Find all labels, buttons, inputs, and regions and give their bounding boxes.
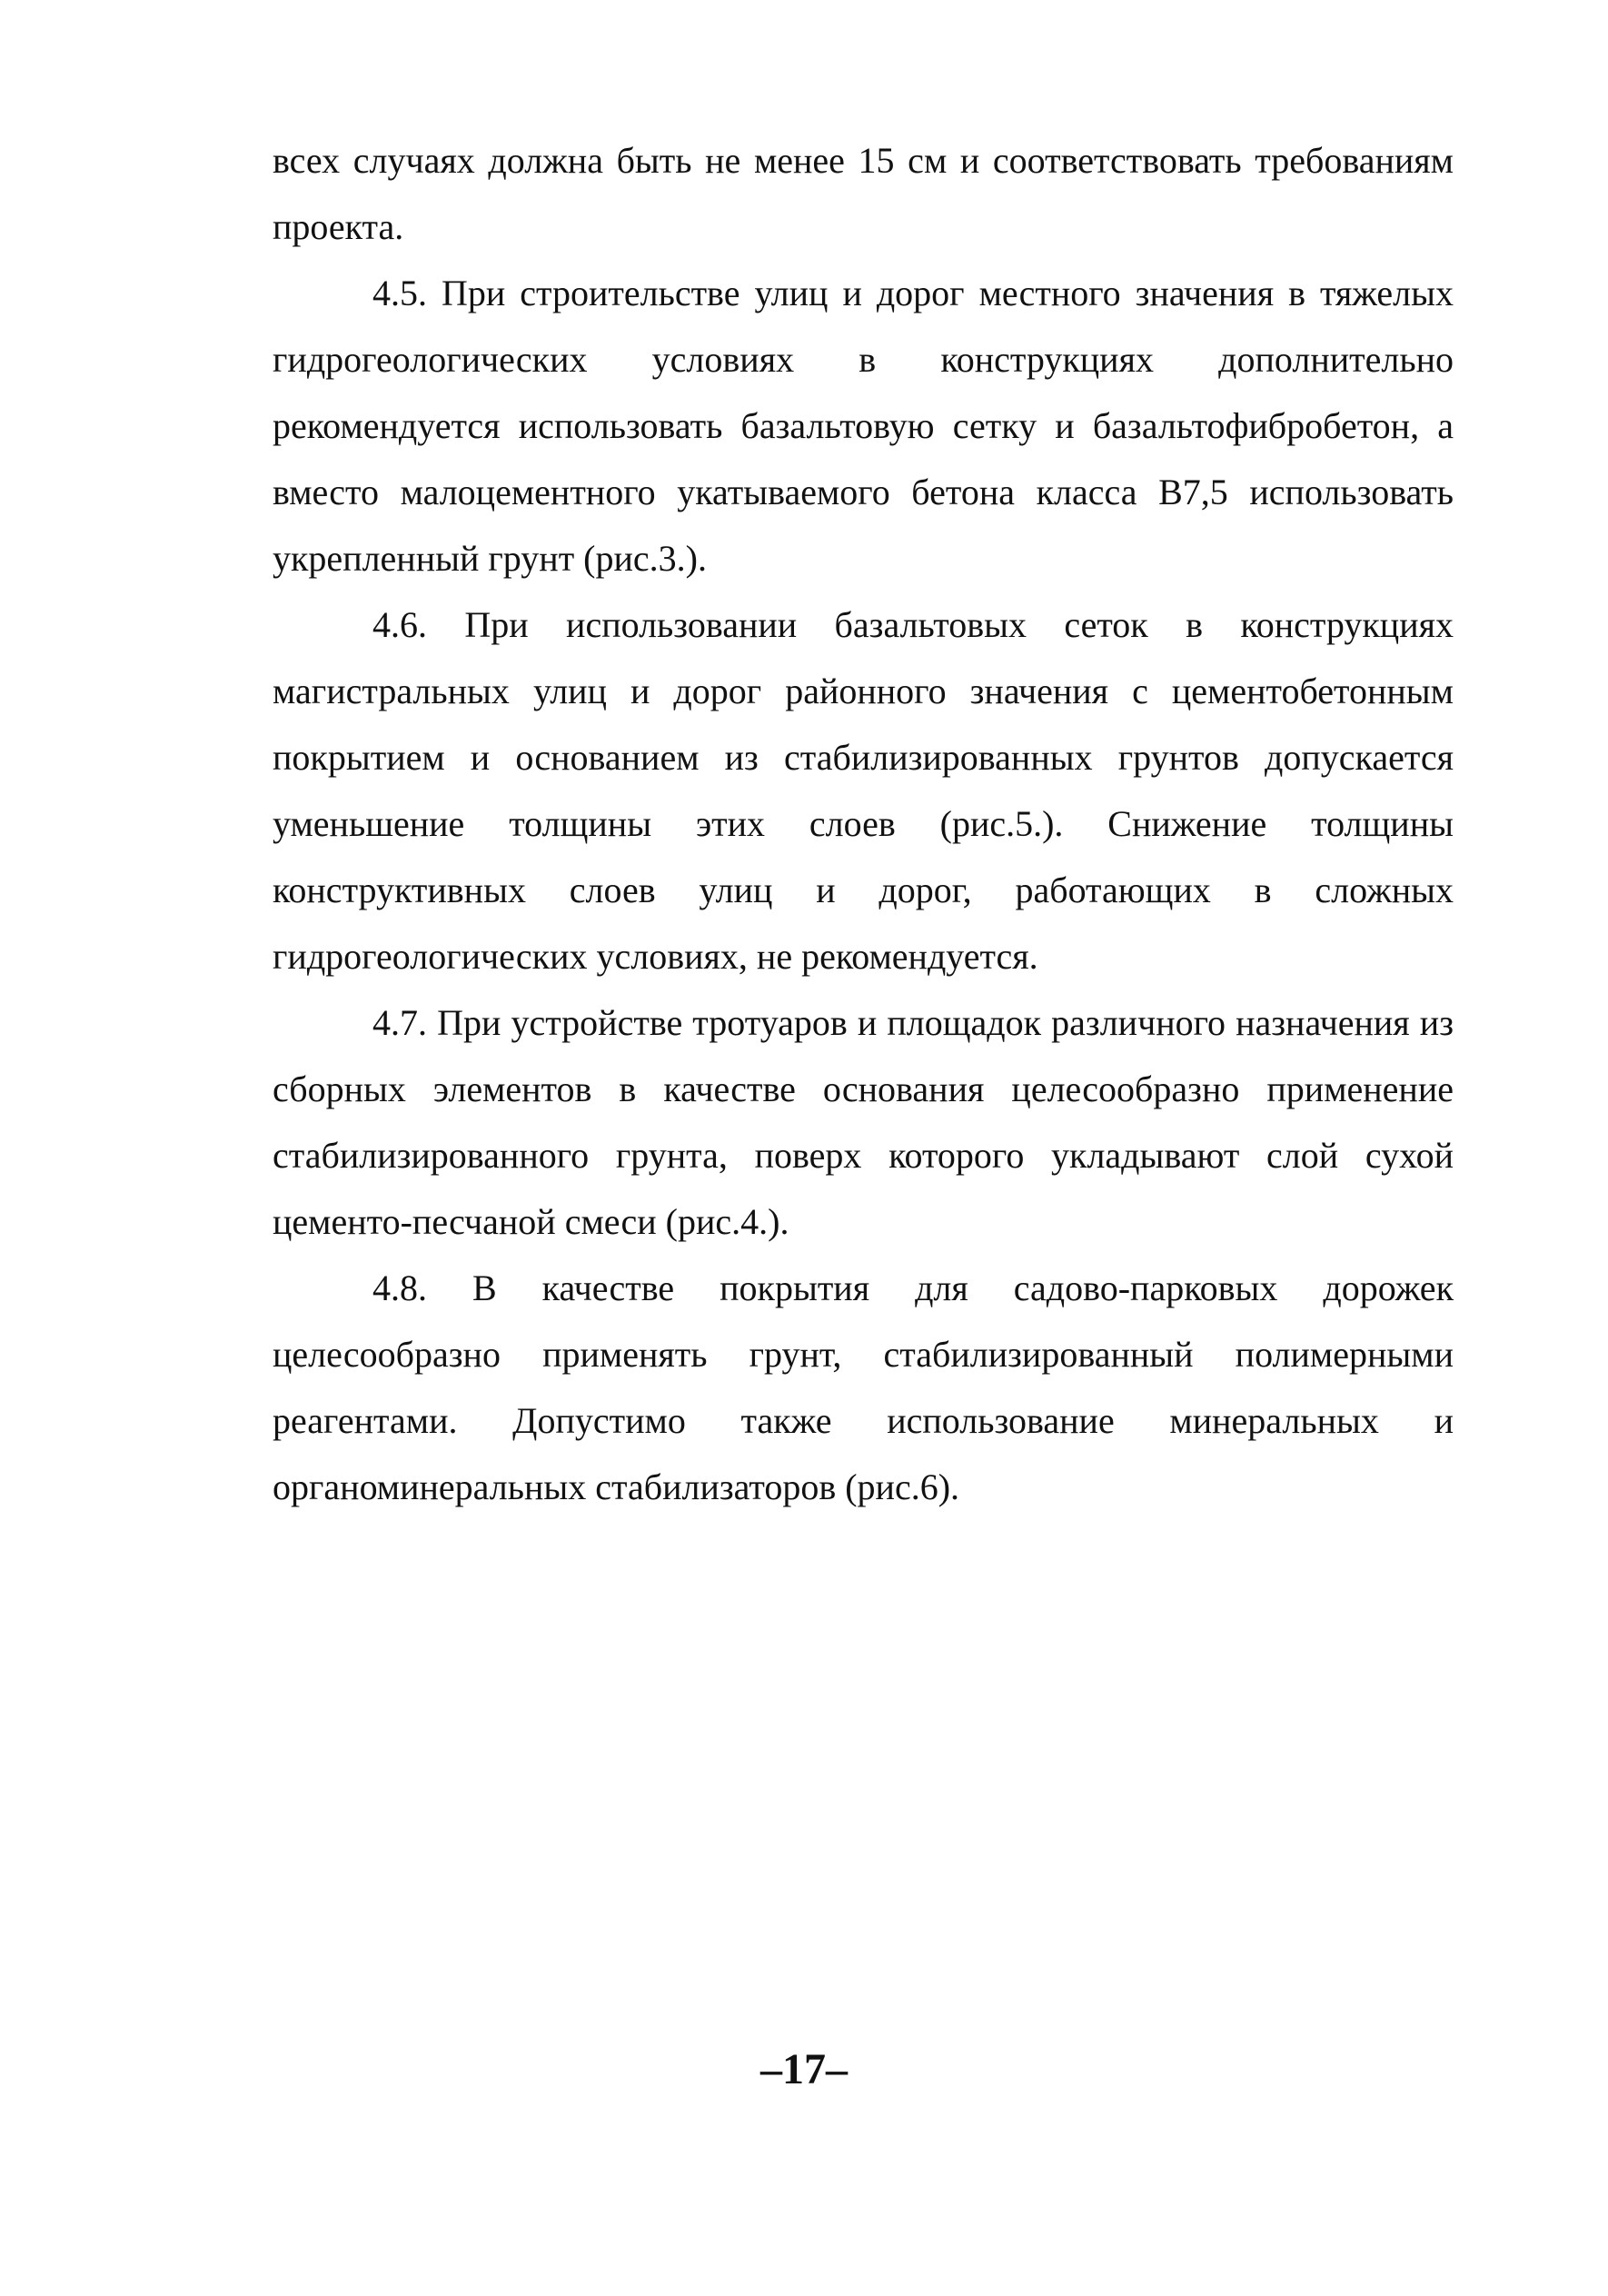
body-text <box>273 127 1454 1520</box>
page-number: –17– <box>760 2045 848 2093</box>
paragraph-4-5: 4.5. При строительстве улиц и дорог местного значения в тяжелых гидрогеологических условиях в конструкциях дополнительно рекомендуется использовать базальтовую сетку и базальтофибробетон, а вместо малоцементного укатываемого бетона класса B7,5 использовать укрепленный грунт (рис.3.). <box>273 273 1454 579</box>
paragraph-4-7: 4.7. При устройстве тротуаров и площадок различного назначения из сборных элементов в качестве основания целесообразно применение стабилизированного грунта, поверх которого укладывают слой сухой цементо-песчаной смеси (рис.4.). <box>273 1002 1454 1242</box>
paragraph-4-6: 4.6. При использовании базальтовых сеток в конструкциях магистральных улиц и дорог районного значения с цементобетонным покрытием и основанием из стабилизированных грунтов допускается уменьшение толщины этих слоев (рис.5.). Снижение толщины конструктивных слоев улиц и дорог, работающих в сложных гидрогеологических условиях, не рекомендуется. <box>273 604 1454 977</box>
paragraph-4-8: 4.8. В качестве покрытия для садово-парковых дорожек целесообразно применять грунт, стабилизированный полимерными реагентами. Допустимо также использование минеральных и органоминеральных стабилизаторов (рис.6). <box>273 1267 1454 1507</box>
paragraph-continuation: всех случаях должна быть не менее 15 см и соответствовать требованиям проекта. <box>273 140 1454 247</box>
